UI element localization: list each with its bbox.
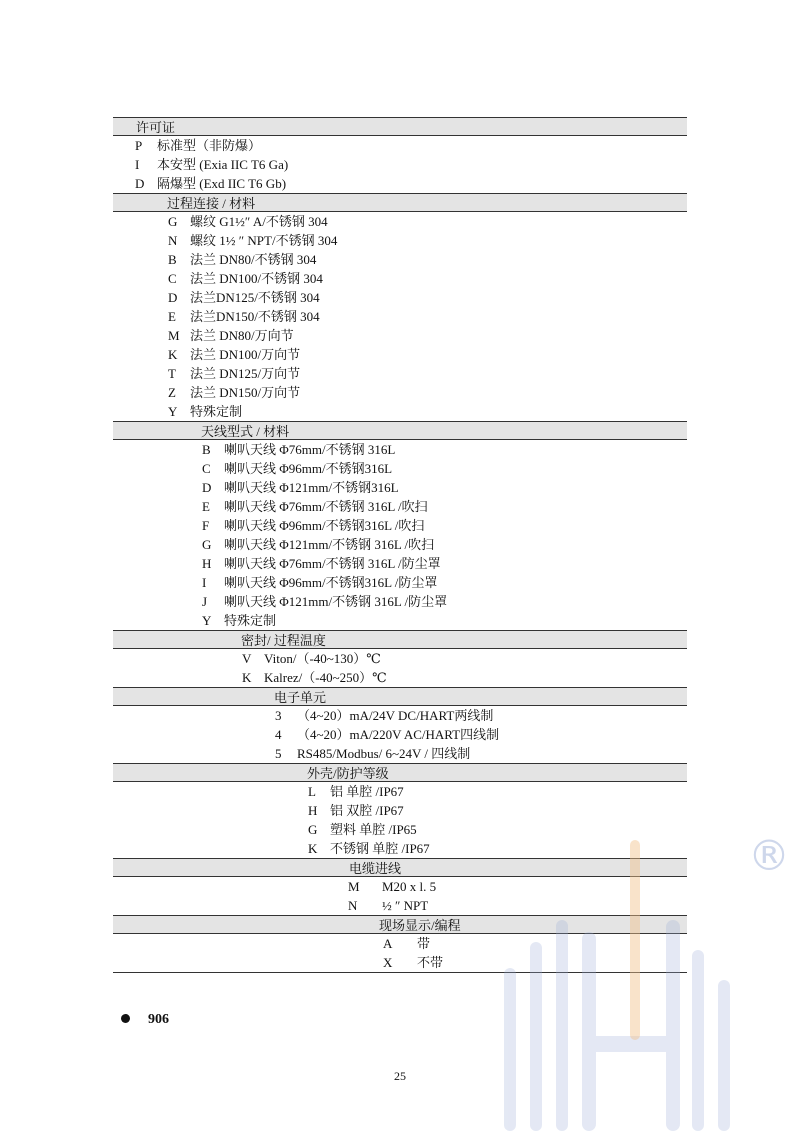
option-text: M20 x l. 5: [382, 879, 437, 894]
section-header-process-connection: [113, 193, 687, 212]
option-text: 喇叭天线 Φ76mm/不锈钢 316L /吹扫: [224, 499, 428, 514]
option-code: X: [383, 955, 393, 970]
option-code: J: [202, 594, 208, 609]
option-row: [202, 554, 687, 573]
option-code: K: [242, 670, 252, 685]
option-code: 5: [275, 746, 282, 761]
option-text: 喇叭天线 Φ121mm/不锈钢 316L /防尘罩: [224, 594, 448, 609]
section-header-antenna: [113, 421, 687, 440]
option-text: 法兰 DN100/万向节: [190, 347, 301, 362]
option-text: 塑料 单腔 /IP65: [330, 822, 417, 837]
option-code: M: [348, 879, 360, 894]
option-text: 喇叭天线 Φ121mm/不锈钢 316L /吹扫: [224, 537, 435, 552]
option-code: G: [202, 537, 212, 552]
option-row: [135, 136, 687, 155]
option-text: 喇叭天线 Φ96mm/不锈钢316L: [224, 461, 393, 476]
option-row: [168, 288, 687, 307]
option-row: [202, 478, 687, 497]
option-text: （4~20）mA/220V AC/HART四线制: [297, 727, 500, 742]
option-text: 不带: [417, 955, 444, 970]
option-text: 不锈钢 单腔 /IP67: [330, 841, 430, 856]
option-code: I: [202, 575, 207, 590]
option-code: H: [202, 556, 212, 571]
option-text: 特殊定制: [224, 613, 277, 628]
option-code: 3: [275, 708, 282, 723]
option-row: [168, 364, 687, 383]
section-header-electronics: [113, 687, 687, 706]
option-row: [242, 668, 687, 687]
option-code: P: [135, 138, 143, 153]
option-text: 隔爆型 (Exd IIC T6 Gb): [157, 176, 287, 191]
option-code: N: [168, 233, 178, 248]
option-text: （4~20）mA/24V DC/HART两线制: [297, 708, 494, 723]
option-code: L: [308, 784, 316, 799]
option-row: [135, 155, 687, 174]
option-code: I: [135, 157, 140, 172]
option-row: [202, 516, 687, 535]
option-code: Z: [168, 385, 176, 400]
bullet-dot-icon: [121, 1014, 130, 1023]
section-title: 电缆进线: [349, 861, 402, 876]
option-text: 带: [417, 936, 431, 951]
option-row: [168, 402, 687, 421]
option-code: E: [202, 499, 210, 514]
option-text: Kalrez/（-40~250）℃: [264, 670, 387, 685]
section-title: 电子单元: [274, 690, 327, 705]
section-title: 过程连接 / 材料: [167, 196, 256, 211]
option-row: [202, 535, 687, 554]
option-text: ½ ″ NPT: [382, 898, 429, 913]
option-text: 特殊定制: [190, 404, 243, 419]
page-number: 25: [394, 1069, 406, 1083]
option-row: [275, 744, 687, 763]
watermark-bars: [504, 920, 730, 1131]
option-text: 法兰 DN80/不锈钢 304: [190, 252, 317, 267]
option-row: [168, 326, 687, 345]
option-code: E: [168, 309, 176, 324]
option-row: [168, 307, 687, 326]
option-text: 喇叭天线 Φ76mm/不锈钢 316L: [224, 442, 396, 457]
option-text: 喇叭天线 Φ76mm/不锈钢 316L /防尘罩: [224, 556, 441, 571]
option-row: [202, 440, 687, 459]
option-code: T: [168, 366, 176, 381]
option-text: 喇叭天线 Φ96mm/不锈钢316L /吹扫: [224, 518, 425, 533]
option-row: [168, 345, 687, 364]
section-title: 许可证: [136, 120, 176, 135]
registered-mark-icon: ®: [748, 831, 790, 880]
option-code: K: [308, 841, 318, 856]
option-text: 法兰 DN80/万向节: [190, 328, 294, 343]
bullet-text: 906: [148, 1012, 169, 1027]
option-code: Y: [168, 404, 178, 419]
option-row: [202, 611, 687, 630]
option-text: 标准型（非防爆）: [157, 138, 262, 153]
option-code: A: [383, 936, 393, 951]
section-title: 天线型式 / 材料: [201, 424, 290, 439]
bullet-item: [121, 1012, 169, 1028]
option-row: [202, 573, 687, 592]
option-code: K: [168, 347, 178, 362]
option-row: [168, 383, 687, 402]
option-text: 铝 双腔 /IP67: [330, 803, 404, 818]
option-row: [275, 706, 687, 725]
option-text: Viton/（-40~130）℃: [264, 651, 381, 666]
option-text: 法兰 DN125/万向节: [190, 366, 301, 381]
option-code: D: [135, 176, 145, 191]
option-row: [168, 231, 687, 250]
option-row: [168, 250, 687, 269]
section-title: 现场显示/编程: [379, 918, 461, 933]
option-code: B: [168, 252, 177, 267]
option-text: 铝 单腔 /IP67: [330, 784, 404, 799]
option-code: H: [308, 803, 318, 818]
option-code: M: [168, 328, 180, 343]
option-text: 法兰DN125/不锈钢 304: [190, 290, 320, 305]
option-row: [275, 725, 687, 744]
option-code: F: [202, 518, 210, 533]
section-title: 外壳/防护等级: [307, 766, 389, 781]
option-code: V: [242, 651, 252, 666]
section-header-license: [113, 117, 687, 136]
option-text: RS485/Modbus/ 6~24V / 四线制: [297, 746, 471, 761]
option-text: 螺纹 G1½″ A/不锈钢 304: [190, 214, 328, 229]
section-header-seal: [113, 630, 687, 649]
option-code: B: [202, 442, 211, 457]
option-code: D: [168, 290, 178, 305]
option-code: G: [168, 214, 178, 229]
option-text: 喇叭天线 Φ96mm/不锈钢316L /防尘罩: [224, 575, 438, 590]
option-row: [168, 212, 687, 231]
option-code: G: [308, 822, 318, 837]
option-code: 4: [275, 727, 282, 742]
option-code: D: [202, 480, 212, 495]
option-row: [202, 459, 687, 478]
option-code: Y: [202, 613, 212, 628]
option-row: [135, 174, 687, 193]
option-code: N: [348, 898, 358, 913]
option-code: C: [202, 461, 211, 476]
option-row: [168, 269, 687, 288]
option-code: C: [168, 271, 177, 286]
option-row: [202, 592, 687, 611]
option-text: 本安型 (Exia IIC T6 Ga): [157, 157, 289, 172]
section-header-housing: [113, 763, 687, 782]
option-text: 法兰DN150/不锈钢 304: [190, 309, 320, 324]
watermark-logo: [490, 790, 800, 1131]
option-text: 喇叭天线 Φ121mm/不锈钢316L: [224, 480, 399, 495]
option-row: [202, 497, 687, 516]
option-text: 法兰 DN150/万向节: [190, 385, 301, 400]
option-row: [242, 649, 687, 668]
option-text: 法兰 DN100/不锈钢 304: [190, 271, 323, 286]
watermark-accent: [630, 840, 640, 1040]
option-text: 螺纹 1½ ″ NPT/不锈钢 304: [190, 233, 338, 248]
section-title: 密封/ 过程温度: [241, 633, 326, 648]
